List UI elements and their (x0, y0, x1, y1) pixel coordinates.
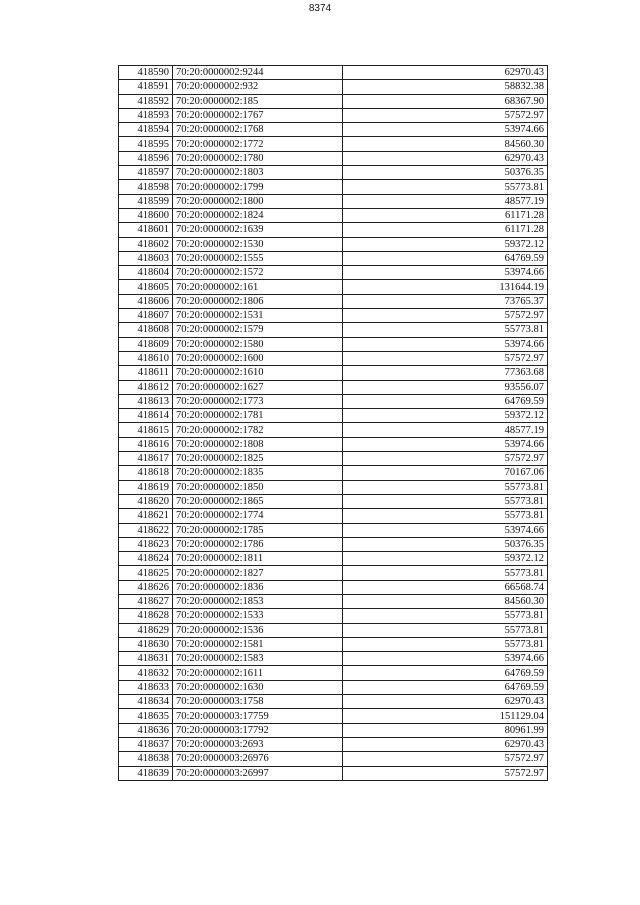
cadastral-number-cell: 70:20:0000002:1611 (173, 666, 343, 680)
cadastral-number-cell: 70:20:0000002:1800 (173, 194, 343, 208)
cadastral-number-cell: 70:20:0000002:1853 (173, 594, 343, 608)
value-cell: 53974.66 (343, 337, 548, 351)
row-number-cell: 418633 (119, 680, 173, 694)
cadastral-number-cell: 70:20:0000002:1773 (173, 394, 343, 408)
row-number-cell: 418626 (119, 580, 173, 594)
table-row (119, 566, 548, 580)
value-cell: 55773.81 (343, 566, 548, 580)
table-row (119, 380, 548, 394)
table-row (119, 752, 548, 766)
cadastral-number-cell: 70:20:0000002:1581 (173, 637, 343, 651)
row-number-cell: 418609 (119, 337, 173, 351)
value-cell: 80961.99 (343, 723, 548, 737)
row-number-cell: 418618 (119, 466, 173, 480)
row-number-cell: 418620 (119, 494, 173, 508)
row-number-cell: 418628 (119, 609, 173, 623)
cadastral-number-cell: 70:20:0000002:1579 (173, 323, 343, 337)
row-number-cell: 418605 (119, 280, 173, 294)
table-row (119, 223, 548, 237)
value-cell: 62970.43 (343, 66, 548, 80)
table-row (119, 709, 548, 723)
row-number-cell: 418631 (119, 652, 173, 666)
cadastral-number-cell: 70:20:0000002:1799 (173, 180, 343, 194)
row-number-cell: 418619 (119, 480, 173, 494)
table-row (119, 309, 548, 323)
value-cell: 62970.43 (343, 737, 548, 751)
cadastral-number-cell: 70:20:0000002:1530 (173, 237, 343, 251)
table-row (119, 423, 548, 437)
page-number: 8374 (308, 3, 332, 14)
cadastral-number-cell: 70:20:0000002:1572 (173, 266, 343, 280)
table-row (119, 452, 548, 466)
cadastral-number-cell: 70:20:0000002:1780 (173, 151, 343, 165)
cadastral-number-cell: 70:20:0000002:1555 (173, 251, 343, 265)
table-row (119, 523, 548, 537)
row-number-cell: 418638 (119, 752, 173, 766)
table-row (119, 94, 548, 108)
cadastral-number-cell: 70:20:0000002:185 (173, 94, 343, 108)
table-row (119, 637, 548, 651)
value-cell: 57572.97 (343, 108, 548, 122)
value-cell: 131644.19 (343, 280, 548, 294)
value-cell: 61171.28 (343, 208, 548, 222)
value-cell: 57572.97 (343, 766, 548, 780)
value-cell: 48577.19 (343, 423, 548, 437)
value-cell: 55773.81 (343, 480, 548, 494)
row-number-cell: 418596 (119, 151, 173, 165)
cadastral-number-cell: 70:20:0000002:1811 (173, 552, 343, 566)
cadastral-number-cell: 70:20:0000002:1806 (173, 294, 343, 308)
table-row (119, 137, 548, 151)
row-number-cell: 418601 (119, 223, 173, 237)
table-row (119, 194, 548, 208)
value-cell: 62970.43 (343, 151, 548, 165)
row-number-cell: 418597 (119, 166, 173, 180)
row-number-cell: 418627 (119, 594, 173, 608)
cadastral-number-cell: 70:20:0000003:1758 (173, 695, 343, 709)
table-row (119, 695, 548, 709)
row-number-cell: 418616 (119, 437, 173, 451)
table-row (119, 251, 548, 265)
value-cell: 93556.07 (343, 380, 548, 394)
table-row (119, 123, 548, 137)
table-row (119, 623, 548, 637)
value-cell: 57572.97 (343, 309, 548, 323)
value-cell: 53974.66 (343, 123, 548, 137)
cadastral-number-cell: 70:20:0000002:1782 (173, 423, 343, 437)
value-cell: 53974.66 (343, 437, 548, 451)
value-cell: 55773.81 (343, 180, 548, 194)
cadastral-number-cell: 70:20:0000002:1850 (173, 480, 343, 494)
row-number-cell: 418613 (119, 394, 173, 408)
value-cell: 53974.66 (343, 652, 548, 666)
row-number-cell: 418600 (119, 208, 173, 222)
table-row (119, 680, 548, 694)
row-number-cell: 418611 (119, 366, 173, 380)
row-number-cell: 418610 (119, 351, 173, 365)
value-cell: 53974.66 (343, 266, 548, 280)
value-cell: 59372.12 (343, 237, 548, 251)
row-number-cell: 418623 (119, 537, 173, 551)
row-number-cell: 418592 (119, 94, 173, 108)
cadastral-number-cell: 70:20:0000003:26997 (173, 766, 343, 780)
table-row (119, 266, 548, 280)
cadastral-number-cell: 70:20:0000003:17792 (173, 723, 343, 737)
row-number-cell: 418594 (119, 123, 173, 137)
table-row (119, 652, 548, 666)
table-row (119, 766, 548, 780)
table-row (119, 66, 548, 80)
value-cell: 55773.81 (343, 323, 548, 337)
table-row (119, 351, 548, 365)
cadastral-number-cell: 70:20:0000002:1772 (173, 137, 343, 151)
row-number-cell: 418630 (119, 637, 173, 651)
cadastral-number-cell: 70:20:0000002:1767 (173, 108, 343, 122)
value-cell: 64769.59 (343, 394, 548, 408)
table-row (119, 394, 548, 408)
row-number-cell: 418639 (119, 766, 173, 780)
cadastral-number-cell: 70:20:0000002:1774 (173, 509, 343, 523)
value-cell: 151129.04 (343, 709, 548, 723)
table-row (119, 294, 548, 308)
table-row (119, 494, 548, 508)
table-row (119, 723, 548, 737)
value-cell: 84560.30 (343, 137, 548, 151)
table-row (119, 337, 548, 351)
row-number-cell: 418624 (119, 552, 173, 566)
table-row (119, 466, 548, 480)
cadastral-number-cell: 70:20:0000002:1536 (173, 623, 343, 637)
registry-table (118, 65, 548, 781)
row-number-cell: 418608 (119, 323, 173, 337)
cadastral-number-cell: 70:20:0000002:932 (173, 80, 343, 94)
value-cell: 50376.35 (343, 166, 548, 180)
row-number-cell: 418621 (119, 509, 173, 523)
value-cell: 57572.97 (343, 752, 548, 766)
table-row (119, 437, 548, 451)
cadastral-number-cell: 70:20:0000002:1786 (173, 537, 343, 551)
row-number-cell: 418629 (119, 623, 173, 637)
value-cell: 55773.81 (343, 637, 548, 651)
table-row (119, 409, 548, 423)
table-row (119, 666, 548, 680)
cadastral-number-cell: 70:20:0000002:1610 (173, 366, 343, 380)
row-number-cell: 418598 (119, 180, 173, 194)
cadastral-number-cell: 70:20:0000002:1836 (173, 580, 343, 594)
row-number-cell: 418635 (119, 709, 173, 723)
table-row (119, 180, 548, 194)
row-number-cell: 418603 (119, 251, 173, 265)
table-row (119, 552, 548, 566)
table-row (119, 80, 548, 94)
cadastral-number-cell: 70:20:0000003:26976 (173, 752, 343, 766)
cadastral-number-cell: 70:20:0000002:1533 (173, 609, 343, 623)
row-number-cell: 418622 (119, 523, 173, 537)
row-number-cell: 418606 (119, 294, 173, 308)
cadastral-number-cell: 70:20:0000002:1865 (173, 494, 343, 508)
cadastral-number-cell: 70:20:0000002:1630 (173, 680, 343, 694)
table-row (119, 594, 548, 608)
value-cell: 64769.59 (343, 666, 548, 680)
cadastral-number-cell: 70:20:0000002:1627 (173, 380, 343, 394)
row-number-cell: 418634 (119, 695, 173, 709)
cadastral-number-cell: 70:20:0000002:1639 (173, 223, 343, 237)
cadastral-number-cell: 70:20:0000002:1781 (173, 409, 343, 423)
table-row (119, 280, 548, 294)
row-number-cell: 418614 (119, 409, 173, 423)
cadastral-number-cell: 70:20:0000002:9244 (173, 66, 343, 80)
row-number-cell: 418593 (119, 108, 173, 122)
row-number-cell: 418595 (119, 137, 173, 151)
cadastral-number-cell: 70:20:0000002:1600 (173, 351, 343, 365)
value-cell: 66568.74 (343, 580, 548, 594)
cadastral-number-cell: 70:20:0000002:1827 (173, 566, 343, 580)
cadastral-number-cell: 70:20:0000002:1835 (173, 466, 343, 480)
value-cell: 57572.97 (343, 351, 548, 365)
registry-table-body (119, 66, 548, 781)
table-row (119, 366, 548, 380)
table-row (119, 166, 548, 180)
row-number-cell: 418636 (119, 723, 173, 737)
table-row (119, 151, 548, 165)
value-cell: 64769.59 (343, 251, 548, 265)
value-cell: 55773.81 (343, 623, 548, 637)
table-row (119, 537, 548, 551)
value-cell: 55773.81 (343, 494, 548, 508)
cadastral-number-cell: 70:20:0000002:1825 (173, 452, 343, 466)
row-number-cell: 418607 (119, 309, 173, 323)
cadastral-number-cell: 70:20:0000002:1808 (173, 437, 343, 451)
value-cell: 57572.97 (343, 452, 548, 466)
row-number-cell: 418612 (119, 380, 173, 394)
cadastral-number-cell: 70:20:0000003:2693 (173, 737, 343, 751)
cadastral-number-cell: 70:20:0000003:17759 (173, 709, 343, 723)
row-number-cell: 418591 (119, 80, 173, 94)
value-cell: 62970.43 (343, 695, 548, 709)
value-cell: 58832.38 (343, 80, 548, 94)
value-cell: 77363.68 (343, 366, 548, 380)
table-row (119, 737, 548, 751)
row-number-cell: 418632 (119, 666, 173, 680)
table-row (119, 609, 548, 623)
row-number-cell: 418625 (119, 566, 173, 580)
table-row (119, 480, 548, 494)
value-cell: 53974.66 (343, 523, 548, 537)
value-cell: 64769.59 (343, 680, 548, 694)
table-row (119, 580, 548, 594)
value-cell: 84560.30 (343, 594, 548, 608)
cadastral-number-cell: 70:20:0000002:1824 (173, 208, 343, 222)
table-row (119, 237, 548, 251)
table-row (119, 208, 548, 222)
cadastral-number-cell: 70:20:0000002:1803 (173, 166, 343, 180)
cadastral-number-cell: 70:20:0000002:1785 (173, 523, 343, 537)
value-cell: 55773.81 (343, 509, 548, 523)
value-cell: 50376.35 (343, 537, 548, 551)
cadastral-number-cell: 70:20:0000002:1768 (173, 123, 343, 137)
row-number-cell: 418604 (119, 266, 173, 280)
row-number-cell: 418617 (119, 452, 173, 466)
value-cell: 59372.12 (343, 552, 548, 566)
cadastral-number-cell: 70:20:0000002:1531 (173, 309, 343, 323)
value-cell: 70167.06 (343, 466, 548, 480)
table-row (119, 108, 548, 122)
value-cell: 73765.37 (343, 294, 548, 308)
value-cell: 68367.90 (343, 94, 548, 108)
cadastral-number-cell: 70:20:0000002:161 (173, 280, 343, 294)
row-number-cell: 418590 (119, 66, 173, 80)
row-number-cell: 418615 (119, 423, 173, 437)
value-cell: 55773.81 (343, 609, 548, 623)
table-row (119, 323, 548, 337)
value-cell: 48577.19 (343, 194, 548, 208)
value-cell: 59372.12 (343, 409, 548, 423)
cadastral-number-cell: 70:20:0000002:1580 (173, 337, 343, 351)
cadastral-number-cell: 70:20:0000002:1583 (173, 652, 343, 666)
row-number-cell: 418602 (119, 237, 173, 251)
row-number-cell: 418599 (119, 194, 173, 208)
value-cell: 61171.28 (343, 223, 548, 237)
table-row (119, 509, 548, 523)
row-number-cell: 418637 (119, 737, 173, 751)
